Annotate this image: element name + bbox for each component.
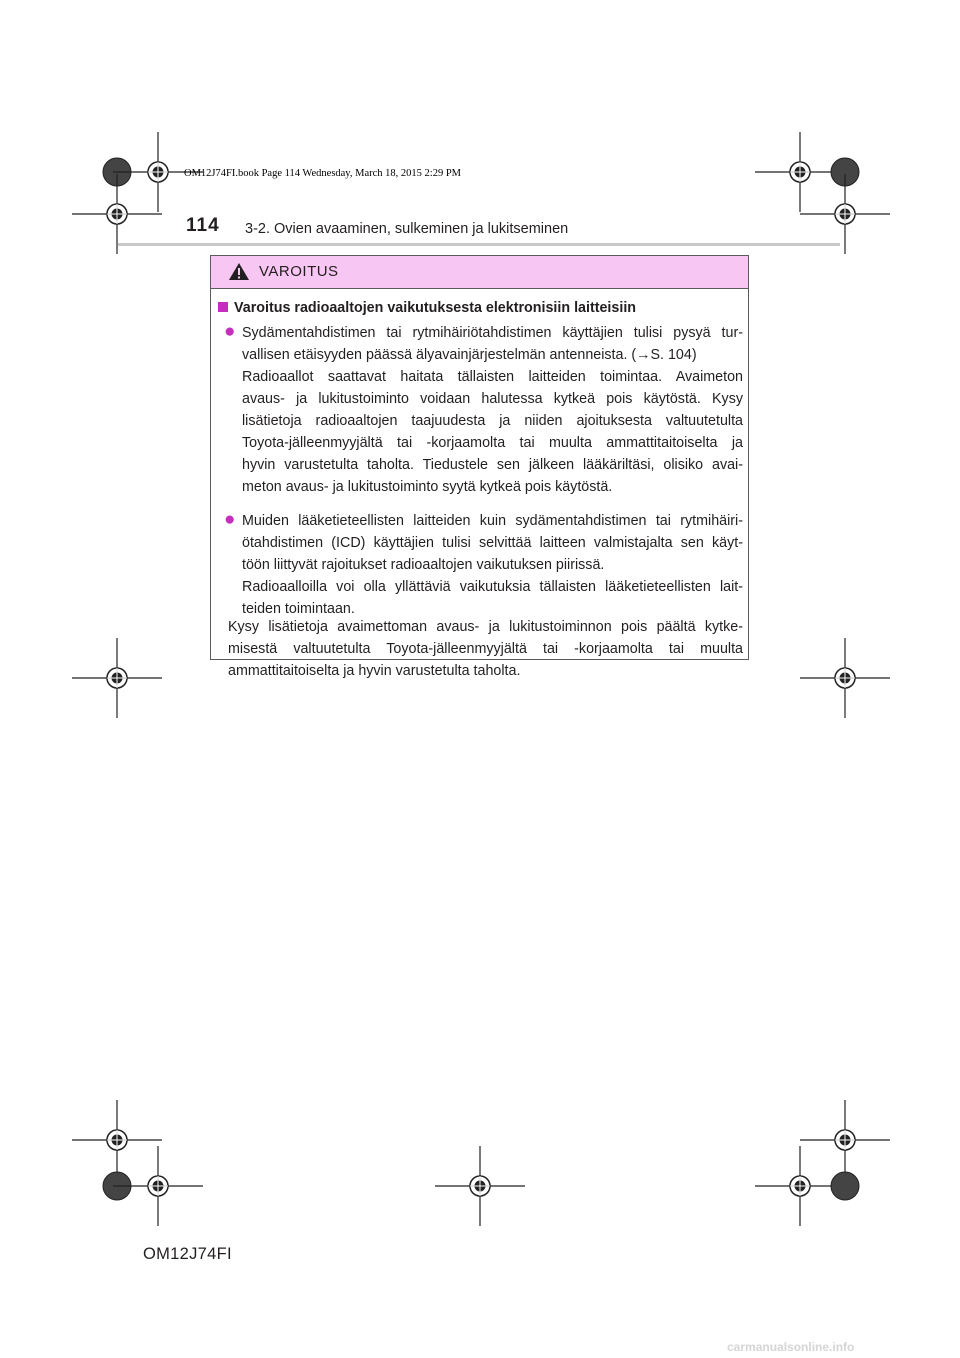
note-paragraph xyxy=(228,616,743,682)
text-line: vallisen etäisyyden päässä älyavainjärjestelmän antenneista. (→S. 104) xyxy=(242,347,697,363)
warning-label: VAROITUS xyxy=(259,263,339,280)
page-number: 114 xyxy=(186,215,220,236)
text-line: Muiden lääketieteellisten laitteiden kuin sydämentahdistimen tai rytmihäiri- xyxy=(242,513,743,529)
header-rule xyxy=(118,243,840,246)
text-line: teiden toimintaan. xyxy=(242,601,355,617)
text-line: Radioaallot saattavat haitata tällaisten laitteiden toimintaa. Avaimeton xyxy=(242,369,743,385)
warning-heading-text: Varoitus radioaaltojen vaikutuksesta elektronisiin laitteisiin xyxy=(234,300,637,316)
text-line: ötahdistimen (ICD) käyttäjien tulisi selvittää laitteen valmistajalta sen käyt- xyxy=(242,535,743,551)
text-line: Toyota-jälleenmyyjältä tai -korjaamolta tai muulta ammattitaitoiselta ja xyxy=(242,435,743,451)
text-line: ammattitaitoiselta ja hyvin varustetulta taholta. xyxy=(228,663,521,679)
text-line: Kysy lisätietoja avaimettoman avaus- ja lukitustoiminnon pois päältä kytke- xyxy=(228,619,743,635)
warning-box xyxy=(210,255,749,679)
square-bullet-icon xyxy=(218,302,228,312)
warning-header xyxy=(211,256,748,289)
warning-heading xyxy=(216,300,636,316)
book-file-info: OM12J74FI.book Page 114 Wednesday, March 18, 2015 2:29 PM xyxy=(184,168,461,179)
bullet-paragraph-1 xyxy=(242,322,743,498)
text-line: hyvin varustetulta taholta. Tiedustele sen jälkeen lääkäriltäsi, olisiko avai- xyxy=(242,457,743,473)
text-line: töön liittyvät rajoitukset radioaaltojen vaikutuksen piirissä. xyxy=(242,557,605,573)
watermark: carmanualsonline.info xyxy=(727,1340,855,1354)
document-code: OM12J74FI xyxy=(143,1245,232,1263)
text-line: lisätietoja radioaaltojen taajuudesta ja niiden ajoituksesta valtuutetulta xyxy=(242,413,743,429)
text-line: Sydämentahdistimen tai rytmihäiriötahdistimen käyttäjien tulisi pysyä tur- xyxy=(242,325,743,341)
round-bullet-icon: ● xyxy=(224,509,236,530)
round-bullet-icon: ● xyxy=(224,321,236,342)
text-line: misestä valtuutetulta Toyota-jälleenmyyjältä tai -korjaamolta tai muulta xyxy=(228,641,743,657)
text-line: Radioaalloilla voi olla yllättäviä vaikutuksia tällaisten lääketieteellisten lait- xyxy=(242,579,743,595)
text-line: meton avaus- ja lukitustoiminto syytä kytkeä pois käytöstä. xyxy=(242,479,613,495)
section-title: 3-2. Ovien avaaminen, sulkeminen ja lukitseminen xyxy=(245,221,569,237)
warning-triangle-icon xyxy=(228,262,250,281)
bullet-paragraph-2 xyxy=(242,510,743,620)
text-line: avaus- ja lukitustoiminto voidaan halutessa kytkeä pois käytöstä. Kysy xyxy=(242,391,743,407)
